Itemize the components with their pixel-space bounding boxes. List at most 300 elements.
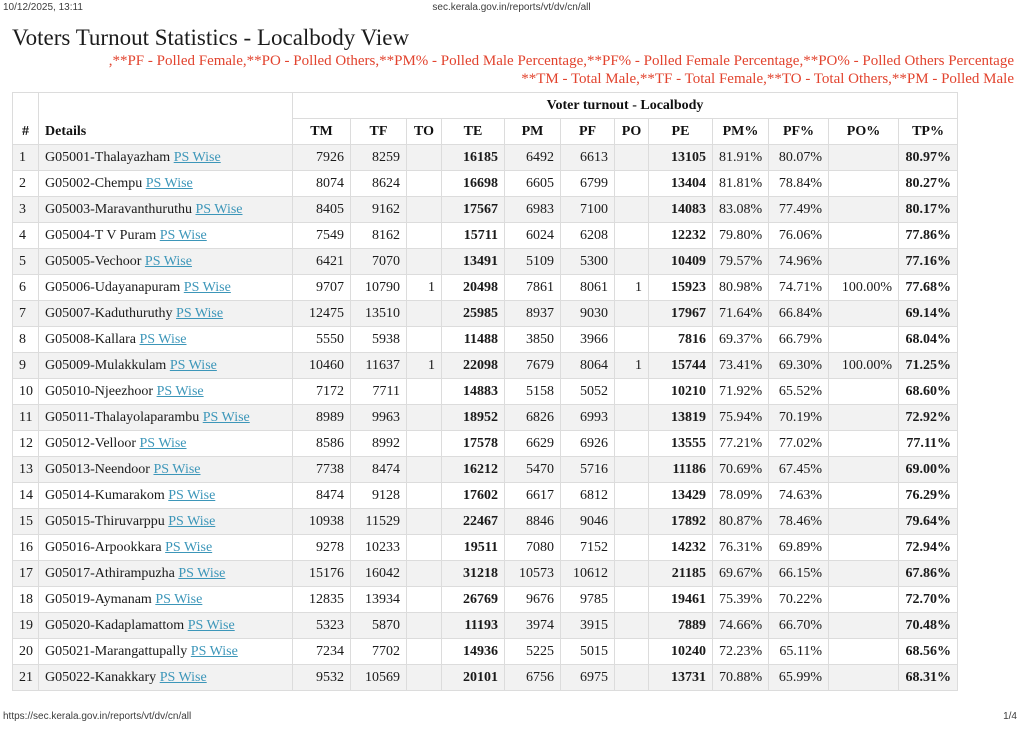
cell-tm: 5550: [293, 327, 351, 353]
ps-wise-link[interactable]: PS Wise: [165, 540, 213, 555]
cell-pe: 13404: [649, 171, 713, 197]
cell-te: 19511: [442, 535, 505, 561]
table-row: [13, 665, 958, 691]
cell-popct: [829, 301, 899, 327]
cell-pf: 5052: [561, 379, 615, 405]
cell-tm: 5323: [293, 613, 351, 639]
cell-popct: [829, 327, 899, 353]
cell-tm: 9707: [293, 275, 351, 301]
localbody-name: G05012-Velloor: [45, 436, 140, 451]
cell-po: [615, 535, 649, 561]
cell-te: 13491: [442, 249, 505, 275]
cell-pm: 5470: [505, 457, 561, 483]
cell-pmpct: 81.91%: [713, 145, 769, 171]
row-index: 6: [13, 275, 39, 301]
cell-tf: 8992: [351, 431, 407, 457]
cell-tm: 8989: [293, 405, 351, 431]
cell-pmpct: 75.94%: [713, 405, 769, 431]
group-header-voter-turnout: Voter turnout - Localbody: [293, 93, 958, 119]
row-index: 16: [13, 535, 39, 561]
details-cell: [39, 223, 293, 249]
col-header-to: TO: [407, 119, 442, 145]
cell-tm: 6421: [293, 249, 351, 275]
table-row: [13, 639, 958, 665]
cell-pf: 3915: [561, 613, 615, 639]
row-index: 4: [13, 223, 39, 249]
ps-wise-link[interactable]: PS Wise: [183, 280, 231, 295]
cell-to: [407, 145, 442, 171]
cell-pmpct: 75.39%: [713, 587, 769, 613]
cell-tm: 7549: [293, 223, 351, 249]
table-row: [13, 509, 958, 535]
cell-to: [407, 665, 442, 691]
localbody-name: G05006-Udayanapuram: [45, 280, 184, 295]
ps-wise-link[interactable]: PS Wise: [169, 358, 217, 373]
cell-pmpct: 69.37%: [713, 327, 769, 353]
cell-po: 1: [615, 353, 649, 379]
table-row: [13, 457, 958, 483]
cell-popct: [829, 639, 899, 665]
cell-pfpct: 65.99%: [769, 665, 829, 691]
row-index: 18: [13, 587, 39, 613]
cell-to: 1: [407, 275, 442, 301]
cell-to: [407, 431, 442, 457]
print-header-datetime: 10/12/2025, 13:11: [3, 2, 83, 13]
cell-pmpct: 71.92%: [713, 379, 769, 405]
cell-te: 17567: [442, 197, 505, 223]
cell-pfpct: 66.79%: [769, 327, 829, 353]
localbody-name: G05001-Thalayazham: [45, 150, 174, 165]
ps-wise-link[interactable]: PS Wise: [139, 332, 187, 347]
cell-popct: [829, 665, 899, 691]
table-row: [13, 249, 958, 275]
cell-pfpct: 66.84%: [769, 301, 829, 327]
cell-tppct: 69.14%: [899, 301, 958, 327]
cell-pe: 13105: [649, 145, 713, 171]
cell-tf: 13510: [351, 301, 407, 327]
ps-wise-link[interactable]: PS Wise: [195, 202, 243, 217]
cell-tm: 8074: [293, 171, 351, 197]
ps-wise-link[interactable]: PS Wise: [168, 514, 216, 529]
cell-tf: 9128: [351, 483, 407, 509]
cell-te: 31218: [442, 561, 505, 587]
ps-wise-link[interactable]: PS Wise: [187, 618, 235, 633]
cell-pm: 6024: [505, 223, 561, 249]
row-index: 11: [13, 405, 39, 431]
cell-to: [407, 613, 442, 639]
cell-pm: 6983: [505, 197, 561, 223]
cell-po: [615, 457, 649, 483]
cell-pfpct: 76.06%: [769, 223, 829, 249]
table-row: [13, 223, 958, 249]
cell-po: [615, 405, 649, 431]
details-cell: [39, 639, 293, 665]
cell-tppct: 70.48%: [899, 613, 958, 639]
cell-te: 22467: [442, 509, 505, 535]
cell-pfpct: 74.96%: [769, 249, 829, 275]
cell-pfpct: 66.15%: [769, 561, 829, 587]
legend-line-1: ,**PF - Polled Female,**PO - Polled Others,**PM% - Polled Male Percentage,**PF% - Polled Female Percentage,**PO% - Polled Others Percentage: [108, 53, 1014, 69]
cell-te: 16698: [442, 171, 505, 197]
col-header-pmpct: PM%: [713, 119, 769, 145]
cell-pmpct: 69.67%: [713, 561, 769, 587]
cell-tppct: 79.64%: [899, 509, 958, 535]
cell-pm: 6605: [505, 171, 561, 197]
print-footer: [3, 711, 1017, 722]
cell-tf: 8162: [351, 223, 407, 249]
row-index: 12: [13, 431, 39, 457]
localbody-name: G05014-Kumarakom: [45, 488, 169, 503]
cell-tf: 13934: [351, 587, 407, 613]
cell-pmpct: 71.64%: [713, 301, 769, 327]
cell-pfpct: 78.46%: [769, 509, 829, 535]
cell-popct: [829, 379, 899, 405]
cell-to: [407, 301, 442, 327]
details-cell: [39, 483, 293, 509]
print-header: [0, 0, 1024, 13]
details-cell: [39, 379, 293, 405]
col-header-po: PO: [615, 119, 649, 145]
cell-tf: 8259: [351, 145, 407, 171]
details-cell: [39, 587, 293, 613]
cell-pmpct: 78.09%: [713, 483, 769, 509]
cell-pm: 3974: [505, 613, 561, 639]
ps-wise-link[interactable]: PS Wise: [159, 228, 207, 243]
ps-wise-link[interactable]: PS Wise: [139, 436, 187, 451]
localbody-name: G05013-Neendoor: [45, 462, 154, 477]
localbody-name: G05016-Arpookkara: [45, 540, 166, 555]
cell-tm: 7172: [293, 379, 351, 405]
cell-pf: 6812: [561, 483, 615, 509]
ps-wise-link[interactable]: PS Wise: [178, 566, 226, 581]
cell-te: 16212: [442, 457, 505, 483]
table-row: [13, 535, 958, 561]
table-row: [13, 327, 958, 353]
table-body: [13, 145, 958, 691]
cell-te: 17602: [442, 483, 505, 509]
cell-tppct: 76.29%: [899, 483, 958, 509]
cell-pm: 8846: [505, 509, 561, 535]
row-index: 5: [13, 249, 39, 275]
ps-wise-link[interactable]: PS Wise: [168, 488, 216, 503]
print-header-url: sec.kerala.gov.in/reports/vt/dv/cn/all: [432, 2, 591, 13]
cell-pe: 13429: [649, 483, 713, 509]
cell-tf: 7711: [351, 379, 407, 405]
legend-line-2: **TM - Total Male,**TF - Total Female,**TO - Total Others,**PM - Polled Male: [521, 70, 1014, 87]
cell-tf: 10233: [351, 535, 407, 561]
cell-pe: 14232: [649, 535, 713, 561]
ps-wise-link[interactable]: PS Wise: [176, 306, 224, 321]
ps-wise-link[interactable]: PS Wise: [153, 462, 201, 477]
row-index: 7: [13, 301, 39, 327]
cell-pf: 9030: [561, 301, 615, 327]
col-header-te: TE: [442, 119, 505, 145]
cell-tm: 8405: [293, 197, 351, 223]
cell-tf: 7070: [351, 249, 407, 275]
cell-pf: 9785: [561, 587, 615, 613]
row-index: 17: [13, 561, 39, 587]
ps-wise-link[interactable]: PS Wise: [155, 592, 203, 607]
group-header-row: [13, 93, 958, 119]
localbody-name: G05017-Athirampuzha: [45, 566, 179, 581]
cell-te: 14883: [442, 379, 505, 405]
cell-to: [407, 197, 442, 223]
cell-te: 22098: [442, 353, 505, 379]
cell-te: 18952: [442, 405, 505, 431]
col-header-index: #: [13, 93, 39, 145]
cell-popct: [829, 483, 899, 509]
cell-pf: 5716: [561, 457, 615, 483]
cell-to: [407, 223, 442, 249]
cell-po: [615, 431, 649, 457]
cell-pm: 9676: [505, 587, 561, 613]
cell-pe: 19461: [649, 587, 713, 613]
cell-tppct: 77.16%: [899, 249, 958, 275]
col-header-popct: PO%: [829, 119, 899, 145]
cell-popct: [829, 535, 899, 561]
cell-popct: [829, 249, 899, 275]
cell-po: [615, 379, 649, 405]
page-title: Voters Turnout Statistics - Localbody View: [12, 25, 410, 50]
cell-pfpct: 67.45%: [769, 457, 829, 483]
cell-tppct: 80.17%: [899, 197, 958, 223]
cell-pf: 6208: [561, 223, 615, 249]
table-row: [13, 379, 958, 405]
ps-wise-link[interactable]: PS Wise: [145, 176, 193, 191]
cell-tm: 7738: [293, 457, 351, 483]
localbody-name: G05007-Kaduthuruthy: [45, 306, 177, 321]
row-index: 8: [13, 327, 39, 353]
cell-pe: 10210: [649, 379, 713, 405]
cell-tm: 8474: [293, 483, 351, 509]
cell-pf: 6926: [561, 431, 615, 457]
col-header-pm: PM: [505, 119, 561, 145]
cell-pfpct: 66.70%: [769, 613, 829, 639]
cell-pfpct: 70.19%: [769, 405, 829, 431]
legend: [12, 53, 1014, 88]
cell-pe: 10409: [649, 249, 713, 275]
cell-pm: 6492: [505, 145, 561, 171]
cell-tppct: 67.86%: [899, 561, 958, 587]
cell-pe: 15923: [649, 275, 713, 301]
cell-tf: 11637: [351, 353, 407, 379]
cell-pe: 7816: [649, 327, 713, 353]
cell-to: [407, 535, 442, 561]
cell-pe: 15744: [649, 353, 713, 379]
cell-pm: 5225: [505, 639, 561, 665]
cell-pf: 10612: [561, 561, 615, 587]
cell-pmpct: 70.69%: [713, 457, 769, 483]
cell-pmpct: 72.23%: [713, 639, 769, 665]
cell-pfpct: 65.52%: [769, 379, 829, 405]
row-index: 2: [13, 171, 39, 197]
cell-pe: 21185: [649, 561, 713, 587]
cell-pmpct: 83.08%: [713, 197, 769, 223]
cell-pfpct: 77.02%: [769, 431, 829, 457]
table-row: [13, 301, 958, 327]
cell-to: [407, 379, 442, 405]
cell-pf: 6613: [561, 145, 615, 171]
cell-te: 16185: [442, 145, 505, 171]
details-cell: [39, 171, 293, 197]
localbody-name: G05002-Chempu: [45, 176, 146, 191]
cell-pm: 7080: [505, 535, 561, 561]
cell-po: [615, 587, 649, 613]
cell-to: [407, 509, 442, 535]
cell-pe: 13555: [649, 431, 713, 457]
cell-to: [407, 405, 442, 431]
localbody-name: G05015-Thiruvarppu: [45, 514, 169, 529]
cell-tm: 8586: [293, 431, 351, 457]
cell-pf: 6799: [561, 171, 615, 197]
row-index: 15: [13, 509, 39, 535]
cell-to: [407, 457, 442, 483]
cell-pm: 7861: [505, 275, 561, 301]
cell-pe: 7889: [649, 613, 713, 639]
table-row: [13, 405, 958, 431]
cell-pfpct: 69.30%: [769, 353, 829, 379]
details-cell: [39, 405, 293, 431]
cell-tppct: 72.94%: [899, 535, 958, 561]
cell-popct: [829, 509, 899, 535]
cell-pe: 13819: [649, 405, 713, 431]
cell-pm: 10573: [505, 561, 561, 587]
cell-popct: [829, 405, 899, 431]
cell-popct: [829, 457, 899, 483]
localbody-name: G05022-Kanakkary: [45, 670, 160, 685]
cell-tf: 11529: [351, 509, 407, 535]
cell-pmpct: 79.57%: [713, 249, 769, 275]
table-row: [13, 353, 958, 379]
cell-pmpct: 77.21%: [713, 431, 769, 457]
details-cell: [39, 353, 293, 379]
cell-tppct: 68.31%: [899, 665, 958, 691]
cell-pm: 5109: [505, 249, 561, 275]
row-index: 13: [13, 457, 39, 483]
cell-te: 25985: [442, 301, 505, 327]
cell-po: [615, 223, 649, 249]
col-header-pf: PF: [561, 119, 615, 145]
table-row: [13, 145, 958, 171]
details-cell: [39, 613, 293, 639]
localbody-name: G05005-Vechoor: [45, 254, 145, 269]
cell-tppct: 69.00%: [899, 457, 958, 483]
cell-tppct: 77.11%: [899, 431, 958, 457]
print-footer-url: https://sec.kerala.gov.in/reports/vt/dv/cn/all: [3, 711, 192, 722]
ps-wise-link[interactable]: PS Wise: [202, 410, 250, 425]
cell-pfpct: 70.22%: [769, 587, 829, 613]
localbody-name: G05010-Njeezhoor: [45, 384, 157, 399]
cell-pe: 12232: [649, 223, 713, 249]
details-cell: [39, 301, 293, 327]
cell-pmpct: 73.41%: [713, 353, 769, 379]
cell-pm: 5158: [505, 379, 561, 405]
ps-wise-link[interactable]: PS Wise: [190, 644, 238, 659]
cell-te: 26769: [442, 587, 505, 613]
cell-popct: [829, 223, 899, 249]
cell-pmpct: 79.80%: [713, 223, 769, 249]
cell-tppct: 77.86%: [899, 223, 958, 249]
cell-pfpct: 74.71%: [769, 275, 829, 301]
details-cell: [39, 665, 293, 691]
cell-tppct: 68.04%: [899, 327, 958, 353]
cell-popct: 100.00%: [829, 353, 899, 379]
cell-pe: 17892: [649, 509, 713, 535]
details-cell: [39, 275, 293, 301]
cell-tf: 9963: [351, 405, 407, 431]
cell-tm: 9278: [293, 535, 351, 561]
row-index: 19: [13, 613, 39, 639]
details-cell: [39, 327, 293, 353]
cell-pmpct: 81.81%: [713, 171, 769, 197]
col-header-pe: PE: [649, 119, 713, 145]
row-index: 9: [13, 353, 39, 379]
cell-tppct: 68.56%: [899, 639, 958, 665]
col-header-details: Details: [39, 93, 293, 145]
ps-wise-link[interactable]: PS Wise: [156, 384, 204, 399]
cell-pm: 6629: [505, 431, 561, 457]
ps-wise-link[interactable]: PS Wise: [144, 254, 192, 269]
cell-tm: 7926: [293, 145, 351, 171]
cell-pmpct: 80.87%: [713, 509, 769, 535]
cell-po: [615, 249, 649, 275]
cell-pmpct: 74.66%: [713, 613, 769, 639]
cell-tf: 16042: [351, 561, 407, 587]
cell-tppct: 71.25%: [899, 353, 958, 379]
cell-tf: 8624: [351, 171, 407, 197]
cell-tm: 9532: [293, 665, 351, 691]
ps-wise-link[interactable]: PS Wise: [159, 670, 207, 685]
cell-pmpct: 70.88%: [713, 665, 769, 691]
cell-pf: 5015: [561, 639, 615, 665]
ps-wise-link[interactable]: PS Wise: [173, 150, 221, 165]
cell-te: 14936: [442, 639, 505, 665]
cell-te: 20498: [442, 275, 505, 301]
cell-po: [615, 301, 649, 327]
localbody-name: G05008-Kallara: [45, 332, 140, 347]
cell-tppct: 68.60%: [899, 379, 958, 405]
cell-tppct: 72.92%: [899, 405, 958, 431]
cell-tppct: 80.97%: [899, 145, 958, 171]
cell-pf: 8064: [561, 353, 615, 379]
table-row: [13, 275, 958, 301]
cell-popct: [829, 561, 899, 587]
localbody-name: G05020-Kadaplamattom: [45, 618, 188, 633]
cell-po: [615, 613, 649, 639]
cell-pe: 14083: [649, 197, 713, 223]
details-cell: [39, 535, 293, 561]
cell-tf: 10790: [351, 275, 407, 301]
cell-pm: 3850: [505, 327, 561, 353]
cell-pf: 6975: [561, 665, 615, 691]
cell-po: [615, 509, 649, 535]
cell-te: 11488: [442, 327, 505, 353]
details-cell: [39, 561, 293, 587]
cell-pe: 11186: [649, 457, 713, 483]
cell-pm: 7679: [505, 353, 561, 379]
table-row: [13, 171, 958, 197]
localbody-name: G05009-Mulakkulam: [45, 358, 170, 373]
table-row: [13, 613, 958, 639]
cell-pfpct: 78.84%: [769, 171, 829, 197]
table-row: [13, 587, 958, 613]
cell-pmpct: 76.31%: [713, 535, 769, 561]
cell-popct: [829, 431, 899, 457]
cell-po: [615, 197, 649, 223]
cell-pfpct: 69.89%: [769, 535, 829, 561]
details-cell: [39, 509, 293, 535]
cell-po: [615, 171, 649, 197]
